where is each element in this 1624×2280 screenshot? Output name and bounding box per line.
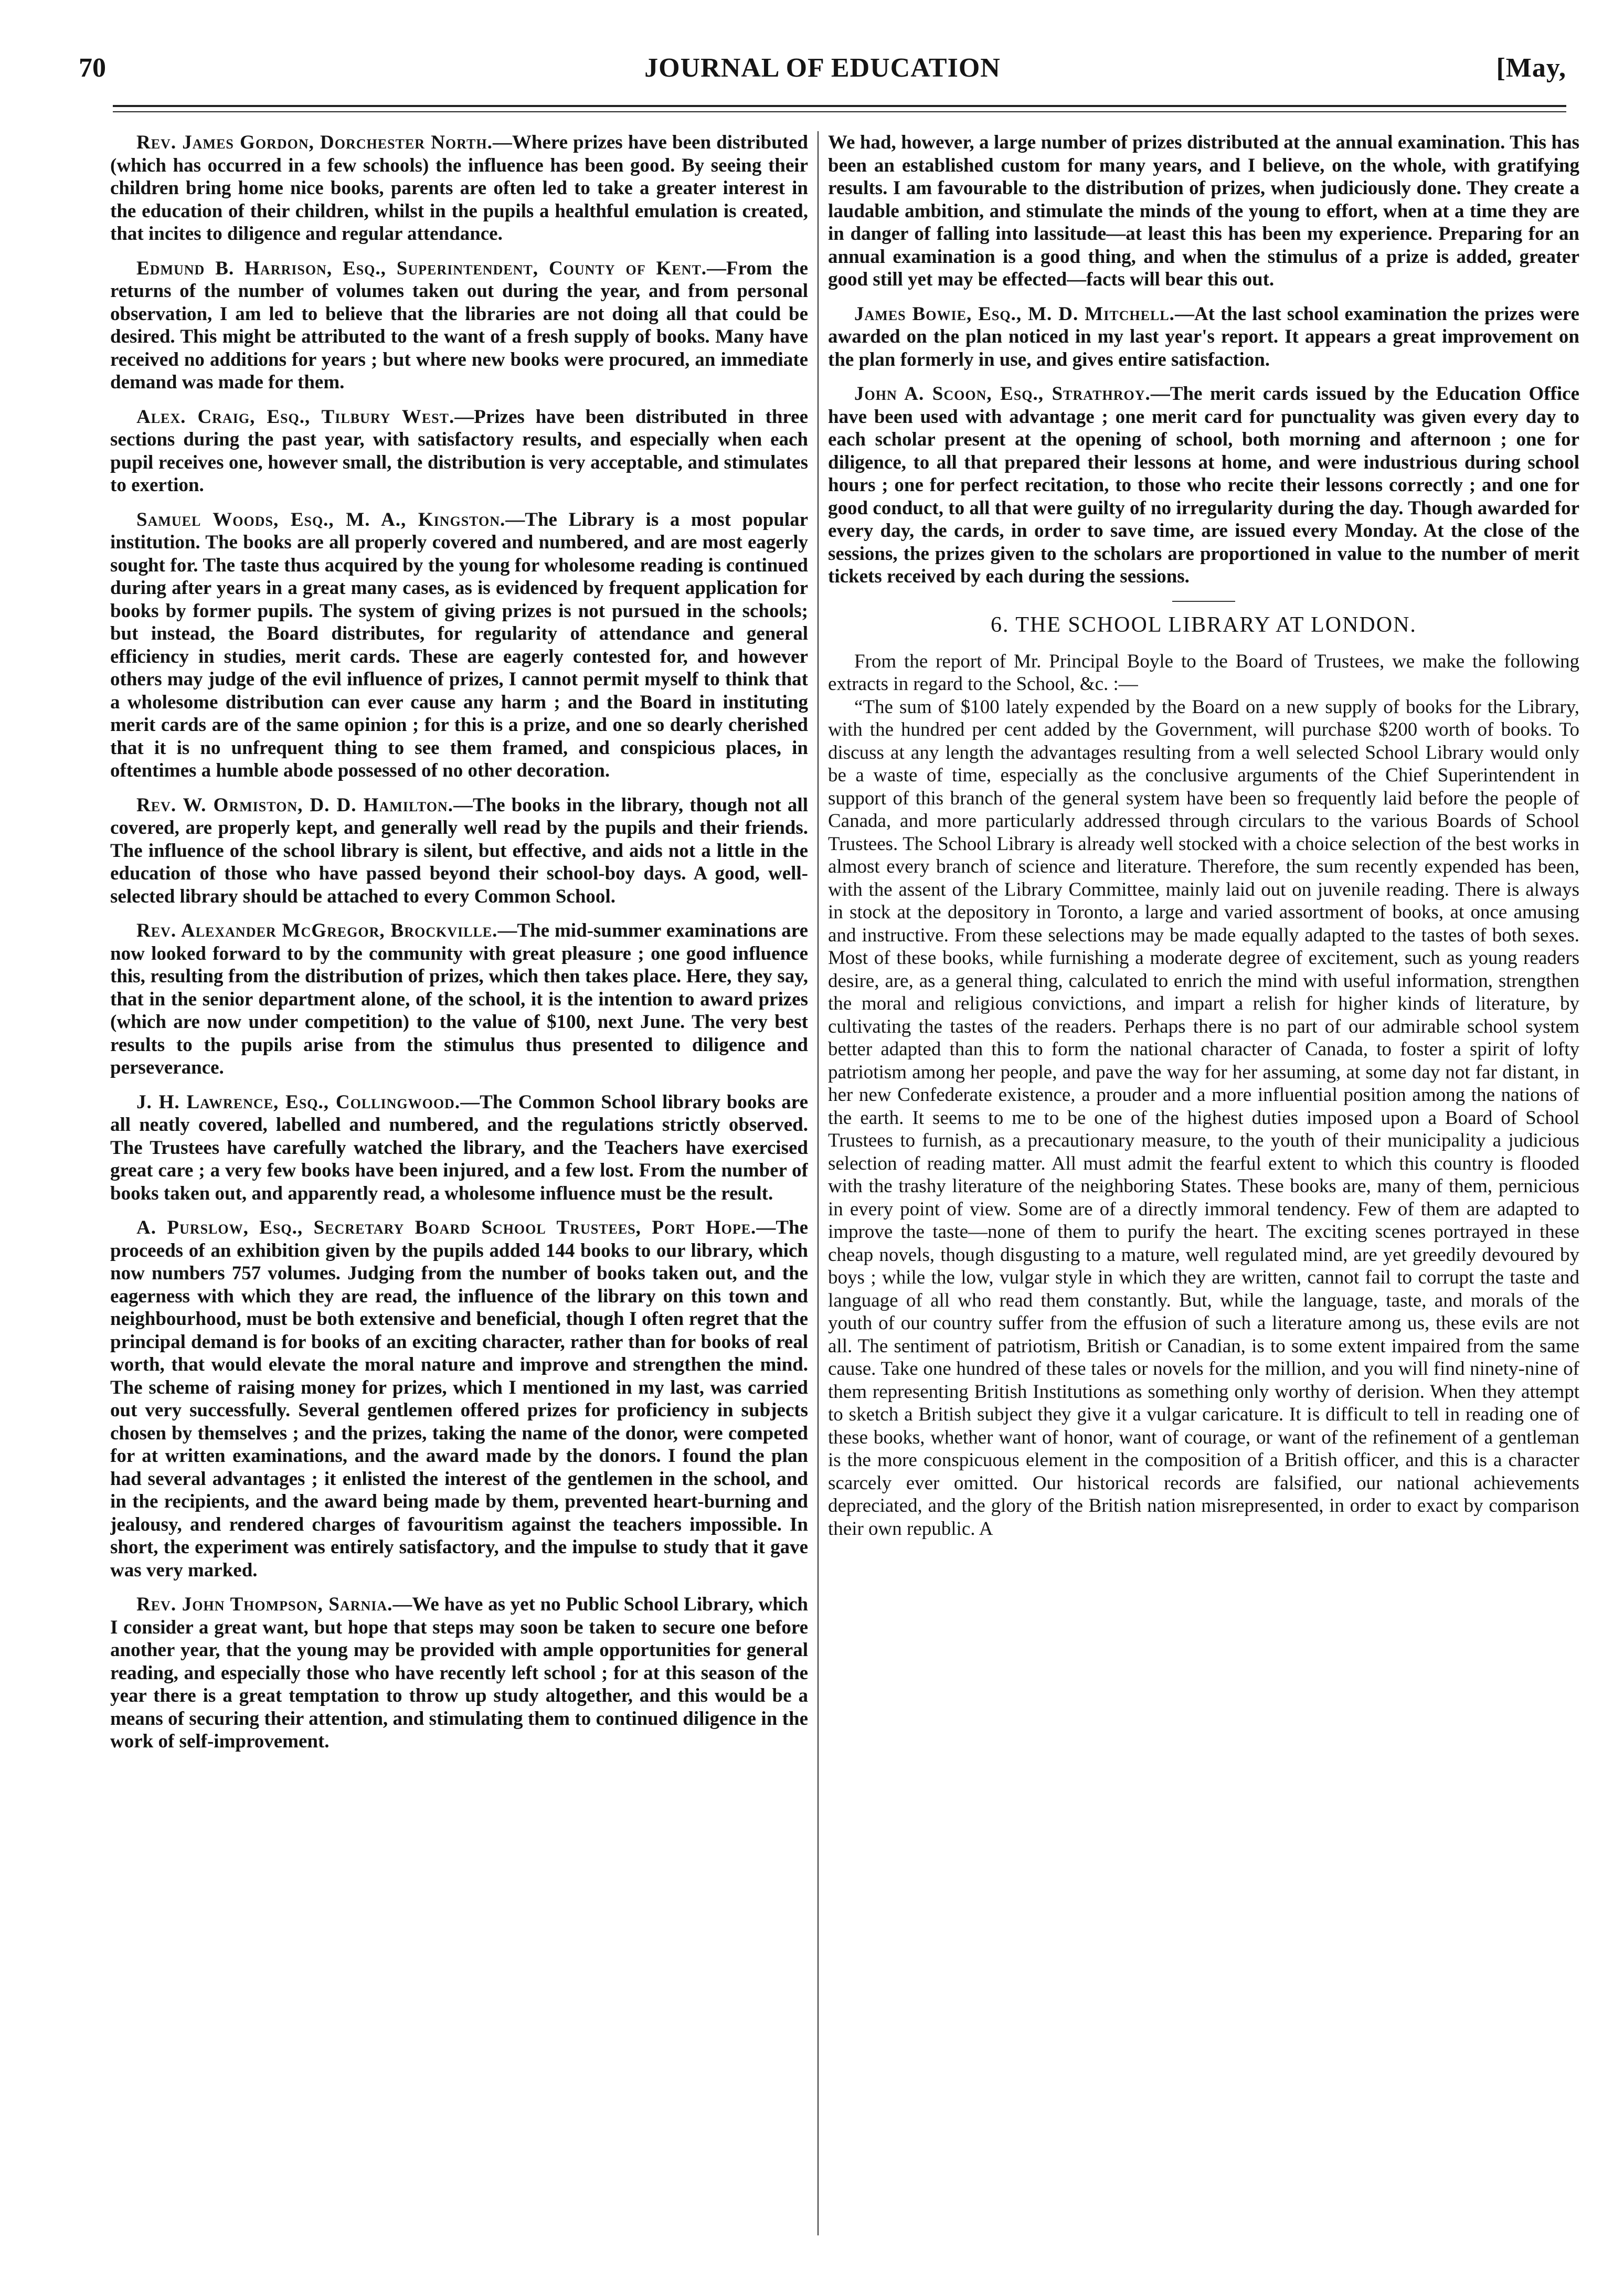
entry-text: —The Common School library books are all neatly covered, labelled and numbered, and the regulations strictly observed. The Trustees have carefully watched the library, and the Teachers have exercised great care ; a very few books have been injured, and a few lost. From the number of books taken out, and apparently read, a wholesome influence must be the result. xyxy=(110,1091,808,1204)
section-heading: 6. THE SCHOOL LIBRARY AT LONDON. xyxy=(991,612,1417,637)
entry-craig xyxy=(110,406,808,497)
header-rule-thin xyxy=(113,111,1566,112)
entry-speaker: Edmund B. Harrison, Esq., Superintendent, County of Kent. xyxy=(136,257,707,279)
entry-speaker: Rev. Alexander McGregor, Brockville. xyxy=(136,920,498,941)
entry-text: —Prizes have been distributed in three sections during the past year, with satisfactory results, and especially when each pupil receives one, however small, the distribution is very acceptable, and stimulates to exertion. xyxy=(110,406,808,496)
right-column xyxy=(828,131,1579,2235)
entry-ormiston xyxy=(110,794,808,908)
column-divider xyxy=(818,131,819,2235)
issue-month: [May, xyxy=(1496,53,1566,83)
section-body: “The sum of $100 lately expended by the Board on a new supply of books for the Library, with the hundred per cent added by the Government, will purchase $200 worth of books. To discuss at any length the advantages resulting from a well selected School Library would only be a waste of time, especially as the conclusive arguments of the Chief Superintendent in support of this branch of the general system have been so frequently laid before the people of Canada, and more particularly addressed through circulars to the various Boards of School Trustees. The School Library is already well stocked with a choice selection of the best works in almost every branch of science and literature. Therefore, the sum recently expended has been, with the assent of the Library Committee, mainly laid out on juvenile reading. There is always in stock at the depository in Toronto, a large and varied assortment of books, at once amusing and instructive. From these selections may be made equally adapted to the tastes of both sexes. Most of these books, while furnishing a moderate degree of excitement, such as young readers desire, are, as a general thing, calculated to enrich the mind with useful information, strengthen the moral and religious convictions, and impart a relish for higher kinds of literature, by cultivating the tastes of the readers. Perhaps there is no part of our admirable school system better adapted than this to form the national character of Canada, to foster a spirit of lofty patriotism among her people, and pave the way for her assuming, at some day not far distant, in her new Confederate existence, a prouder and a more influential position among the nations of the earth. It seems to me to be one of the highest duties imposed upon a Board of School Trustees to furnish, as a precautionary measure, to the youth of their municipality a judicious selection of reading matter. All must admit the fearful extent to which this country is flooded with the trashy literature of the neighboring States. These books are, many of them, pernicious in every point of view. Some are of a directly immoral tendency. Few of them are adapted to improve the taste—none of them to purify the heart. The exciting scenes portrayed in these cheap novels, though disgusting to a mature, well regulated mind, are yet greedily devoured by boys ; while the low, vulgar style in which they are written, cannot fail to corrupt the taste and language of all who read them constantly. But, while the language, taste, and morals of the youth of our country suffer from the effusion of such a literature among us, these evils are not all. The sentiment of patriotism, British or Canadian, is to some extent impaired from the same cause. Take one hundred of these tales or novels for the million, and you will find ninety-nine of them representing British Institutions as something only worthy of derision. When they attempt to sketch a British subject they give it a vulgar caricature. It is difficult to tell in reading one of these books, whether want of honor, want of courage, or want of the refinement of a gentleman is the more conspicuous element in the composition of a British officer, and this is a character scarcely ever omitted. Our historical records are falsified, our national achievements depreciated, and the glory of the British nation misrepresented, in order to exact by comparison their own republic. A xyxy=(828,696,1579,1540)
entry-woods xyxy=(110,508,808,782)
page-number: 70 xyxy=(79,53,106,83)
entry-harrison xyxy=(110,257,808,394)
entry-thompson xyxy=(110,1593,808,1753)
entry-speaker: James Bowie, Esq., M. D. Mitchell. xyxy=(854,303,1175,325)
page-header xyxy=(79,47,1566,94)
entry-speaker: A. Purslow, Esq., Secretary Board School Trustees, Port Hope. xyxy=(136,1217,757,1238)
entry-text: —The books in the library, though not all covered, are properly kept, and generally well read by the pupils and their friends. The influence of the school library is silent, but effective, and aids not a little in the education of those who have passed beyond their school-boy days. A good, well-selected library should be attached to every Common School. xyxy=(110,794,808,907)
entry-text: —The proceeds of an exhibition given by the pupils added 144 books to our library, which now numbers 757 volumes. Judging from the number of books taken out, and the eagerness with which they are read, the influence of the library on this town and neighbourhood, must be both extensive and beneficial, though I often regret that the principal demand is for books of an exciting character, rather than for books of real worth, that would elevate the moral nature and improve and strengthen the mind. The scheme of raising money for prizes, which I mentioned in my last, was carried out very successfully. Several gentlemen offered prizes for proficiency in subjects chosen by themselves ; and the prizes, taking the name of the donor, were competed for at written examinations, and the award made by the donors. I found the plan had several advantages ; it enlisted the interest of the gentlemen in the school, and in the recipients, and the award being made by them, prevented heart-burning and jealousy, and rendered charges of favouritism against the teachers impossible. In short, the experiment was entirely satisfactory, and the impulse to study that it gave was very marked. xyxy=(110,1217,808,1581)
left-column xyxy=(110,131,808,2235)
entry-text: —Where prizes have been distributed (which has occurred in a few schools) the influence has been good. By seeing their children bring home nice books, parents are often led to take a greater interest in the education of their children, whilst in the pupils a healthful emulation is created, that incites to diligence and regular attendance. xyxy=(110,132,808,245)
entry-lawrence xyxy=(110,1091,808,1205)
entry-gordon xyxy=(110,131,808,246)
entry-purslow xyxy=(110,1216,808,1582)
running-title: JOURNAL OF EDUCATION xyxy=(644,53,1001,83)
section-intro: From the report of Mr. Principal Boyle to the Board of Trustees, we make the following extracts in regard to the School, &c. :— xyxy=(828,650,1579,695)
entry-speaker: J. H. Lawrence, Esq., Collingwood. xyxy=(136,1091,461,1113)
entry-scoon xyxy=(828,383,1579,588)
entry-text: —At the last school examination the prizes were awarded on the plan noticed in my last year's report. It appears a great improvement on the plan formerly in use, and gives entire satisfaction. xyxy=(828,303,1579,370)
entry-bowie xyxy=(828,303,1579,372)
entry-text: —We have as yet no Public School Library, which I consider a great want, but hope that steps may soon be taken to secure one before another year, that the young may be provided with ample opportunities for general reading, and especially those who have recently left school ; for at this season of the year there is a great temptation to throw up study altogether, and this would be a means of securing their attention, and stimulating them to continued diligence in the work of self-improvement. xyxy=(110,1594,808,1752)
entry-speaker: Rev. James Gordon, Dorchester North. xyxy=(136,132,493,153)
text-columns xyxy=(110,131,1579,2235)
entry-text: —The merit cards issued by the Education Office have been used with advantage ; one merit card for punctuality was given every day to each scholar present at the opening of school, both morning and afternoon ; one for diligence, to all that prepared their lessons at home, and were industrious during school hours ; one for perfect recitation, to those who recite their lessons correctly ; and one for good conduct, to all that were guilty of no irregularity during the day. Though awarded for every day, the cards, in order to save time, are issued every Monday. At the close of the sessions, the prizes given to the scholars are proportioned in value to the number of merit tickets received by each during the sessions. xyxy=(828,383,1579,587)
header-rule-thick xyxy=(113,105,1566,107)
entry-text: —From the returns of the number of volumes taken out during the year, and from personal observation, I am led to believe that the libraries are not doing all that could be desired. This might be attributed to the want of a fresh supply of books. Many have received no additions for years ; but where new books were procured, an immediate demand was made for them. xyxy=(110,257,808,393)
thompson-continuation: We had, however, a large number of prizes distributed at the annual examination. This has been an established custom for many years, and I believe, on the whole, with gratifying results. I am favourable to the distribution of prizes, when judiciously done. They create a laudable ambition, and stimulate the minds of the young to effort, when at a time they are in danger of falling into lassitude—at least this has been my experience. Preparing for an annual examination is a good thing, and when the stimulus of a prize is added, greater good still yet may be effected—facts will bear this out. xyxy=(828,132,1579,290)
entry-speaker: Rev. W. Ormiston, D. D. Hamilton. xyxy=(136,794,453,816)
entry-speaker: John A. Scoon, Esq., Strathroy. xyxy=(854,383,1151,405)
entry-text: —The mid-summer examinations are now looked forward to by the community with great pleasure ; one good influence this, resulting from the distribution of prizes, which then takes place. Here, they say, that in the senior department alone, of the school, it is the intention to award prizes (which are now under competition) to the value of $100, next June. The very best results to the pupils arise from the stimulus thus presented to diligence and perseverance. xyxy=(110,920,808,1078)
entry-speaker: Samuel Woods, Esq., M. A., Kingston. xyxy=(136,508,506,531)
entry-speaker: Rev. John Thompson, Sarnia. xyxy=(136,1594,393,1615)
entry-text: —The Library is a most popular institution. The books are all properly covered and numbered, and are most eagerly sought for. The taste thus acquired by the young for wholesome reading is continued during after years in a great many cases, as is evidenced by frequent application for books by former pupils. The system of giving prizes is not pursued in the schools; but instead, the Board distributes, for regularity of attendance and general efficiency in studies, merit cards. These are eagerly contested for, and however others may judge of the evil influence of prizes, I cannot permit myself to think that a wholesome distribution can ever cause any harm ; and the Board in instituting merit cards are of the same opinion ; for this is a prize, and one so dearly cherished that it is no unfrequent thing to see them framed, and conspicious places, in oftentimes a humble abode possessed of no other decoration. xyxy=(110,508,808,781)
entry-mcgregor xyxy=(110,919,808,1079)
section-separator xyxy=(1172,601,1235,602)
entry-speaker: Alex. Craig, Esq., Tilbury West. xyxy=(136,406,455,428)
